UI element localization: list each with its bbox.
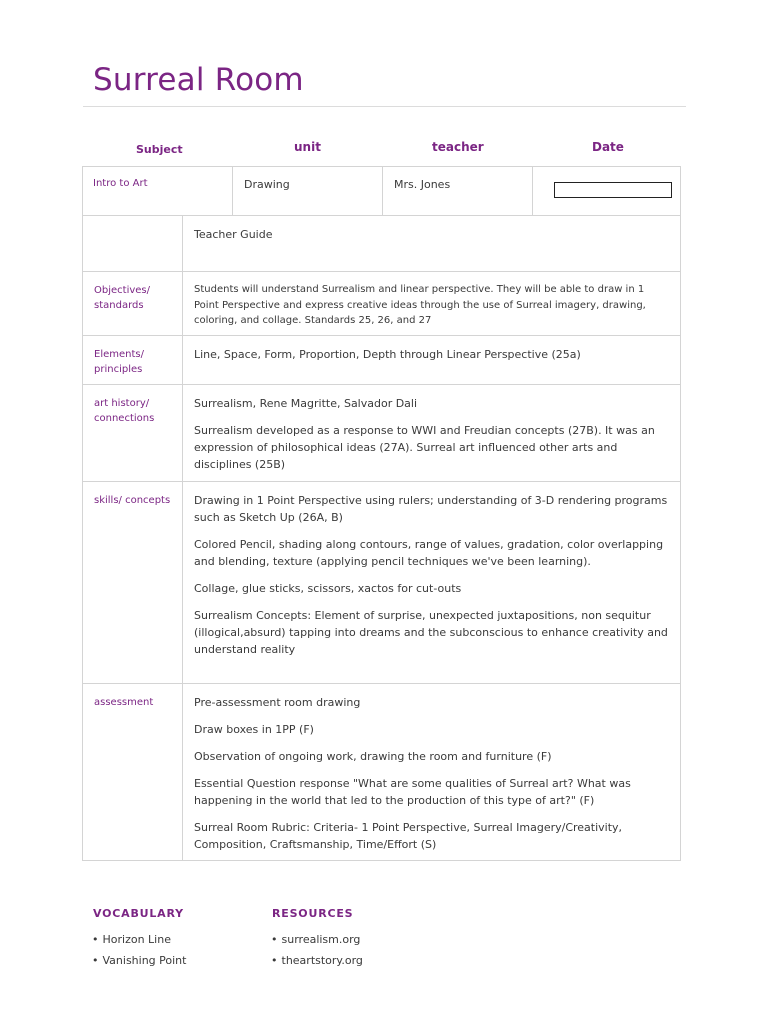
date-cell: [533, 167, 680, 215]
row-paragraph: Surrealism, Rene Magritte, Salvador Dali: [194, 397, 418, 410]
row-paragraph: Surrealism developed as a response to WWI and Freudian concepts (27B). It was an expression of philosophical ideas (27A). Surreal art influenced other arts and disciplines (25B): [194, 424, 655, 471]
info-row: [83, 167, 680, 215]
table-row-objectives: [83, 271, 680, 335]
row-paragraph: Line, Space, Form, Proportion, Depth through Linear Perspective (25a): [194, 348, 581, 361]
teacher-cell: Mrs. Jones: [383, 167, 533, 215]
row-label: skills/ concepts: [83, 482, 183, 683]
title-divider: [83, 106, 686, 107]
unit-cell: Drawing: [233, 167, 383, 215]
row-label: [83, 216, 183, 271]
table-row-elements: [83, 335, 680, 384]
list-item: • Horizon Line: [92, 929, 186, 950]
row-paragraph: Draw boxes in 1PP (F): [194, 723, 314, 736]
resources-heading: RESOURCES: [272, 907, 354, 920]
date-field[interactable]: [554, 182, 672, 198]
subject-cell: Intro to Art: [83, 167, 233, 215]
row-content: [183, 684, 680, 860]
column-header-date: Date: [592, 140, 624, 154]
row-content: [183, 482, 680, 683]
row-paragraph: Teacher Guide: [194, 228, 273, 241]
list-item: • Vanishing Point: [92, 950, 186, 971]
row-label: Elements/ principles: [83, 336, 183, 384]
row-paragraph: Surrealism Concepts: Element of surprise, unexpected juxtapositions, non sequitur (illogical,absurd) tapping into dreams and the subconscious to enhance creativity and understand reality: [194, 609, 668, 656]
page-title: Surreal Room: [93, 62, 304, 98]
row-content: [183, 216, 680, 271]
row-paragraph: Pre-assessment room drawing: [194, 696, 361, 709]
list-item: • theartstory.org: [271, 950, 363, 971]
lesson-plan-table: [82, 166, 681, 861]
row-label: assessment: [83, 684, 183, 860]
resources-list: [271, 929, 363, 971]
list-item: • surrealism.org: [271, 929, 363, 950]
table-row-skills: [83, 481, 680, 683]
column-header-subject: Subject: [136, 143, 183, 156]
column-header-unit: unit: [294, 140, 321, 154]
table-row-guide: [83, 215, 680, 271]
column-header-teacher: teacher: [432, 140, 484, 154]
row-paragraph: Colored Pencil, shading along contours, range of values, gradation, color overlapping and blending, texture (applying pencil techniques we've been learning).: [194, 538, 664, 568]
row-content: [183, 336, 680, 384]
vocabulary-list: [92, 929, 186, 971]
row-paragraph: Collage, glue sticks, scissors, xactos for cut-outs: [194, 582, 462, 595]
row-paragraph: Essential Question response "What are some qualities of Surreal art? What was happening in the world that led to the production of this type of art?" (F): [194, 777, 631, 807]
row-content: [183, 385, 680, 481]
row-label: Objectives/ standards: [83, 272, 183, 335]
table-row-assessment: [83, 683, 680, 860]
row-label: art history/ connections: [83, 385, 183, 481]
row-content: [183, 272, 680, 335]
row-paragraph: Students will understand Surrealism and linear perspective. They will be able to draw in 1 Point Perspective and express creative ideas through the use of Surreal imagery, drawing, coloring, and collage. Standards 25, 26, and 27: [194, 284, 646, 326]
vocabulary-heading: VOCABULARY: [93, 907, 184, 920]
row-paragraph: Drawing in 1 Point Perspective using rulers; understanding of 3-D rendering programs such as Sketch Up (26A, B): [194, 494, 668, 524]
table-row-art-history: [83, 384, 680, 481]
row-paragraph: Observation of ongoing work, drawing the room and furniture (F): [194, 750, 552, 763]
row-paragraph: Surreal Room Rubric: Criteria- 1 Point Perspective, Surreal Imagery/Creativity, Composition, Craftsmanship, Time/Effort (S): [194, 821, 623, 851]
